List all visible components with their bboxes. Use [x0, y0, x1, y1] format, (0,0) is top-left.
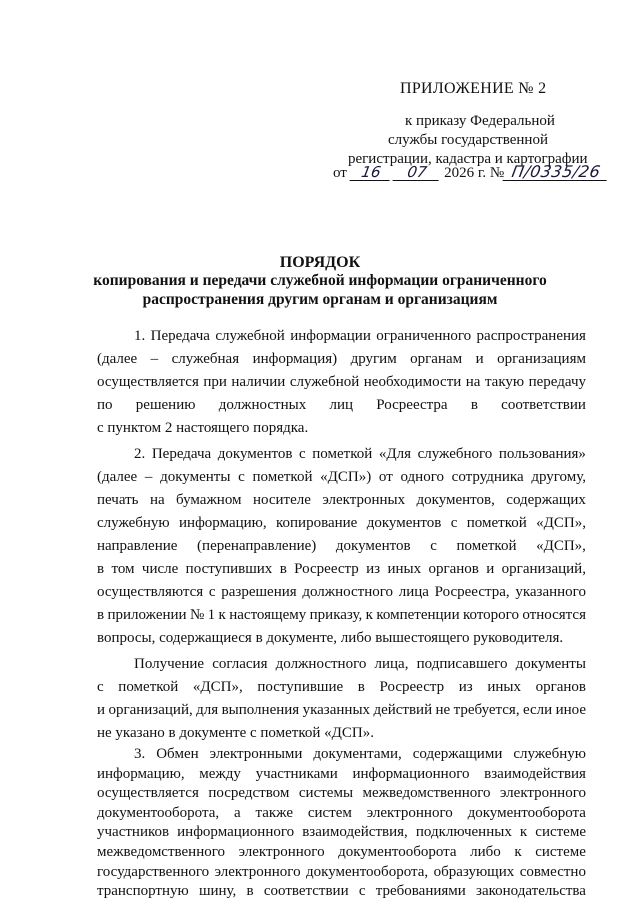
word: Получение: [134, 656, 205, 672]
word: одного: [400, 469, 444, 485]
paragraph-line: с пунктом 2 настоящего порядка.: [97, 420, 309, 436]
paragraph-line: [97, 783, 586, 803]
document-title: ПОРЯДОК: [279, 254, 361, 271]
word: документооборота,: [306, 864, 429, 880]
word: требуется,: [453, 702, 520, 718]
word: лиц: [329, 397, 354, 413]
paragraph-line: [97, 467, 586, 487]
word: –: [150, 351, 159, 367]
handwritten-day: 16: [349, 164, 392, 181]
word: к: [365, 607, 373, 623]
word: указанных: [302, 702, 371, 718]
word: а: [233, 805, 241, 821]
paragraph-line: [97, 559, 586, 579]
word: организаций,: [108, 702, 193, 718]
word: Передача: [150, 328, 210, 344]
word: (далее: [97, 469, 138, 485]
word: участниками: [255, 766, 338, 782]
word: органам: [410, 351, 463, 367]
word: также: [255, 805, 293, 821]
word: пользования»: [498, 446, 586, 462]
paragraph-line: [97, 536, 586, 556]
word: по: [97, 397, 113, 413]
word: документами,: [313, 746, 402, 762]
word: Росреестр: [379, 679, 445, 695]
word: соответствии: [501, 397, 586, 413]
word: с: [238, 469, 245, 485]
paragraph-line: [97, 822, 586, 842]
word: документов,: [416, 492, 495, 508]
word: решению: [135, 397, 196, 413]
word: передачу: [528, 374, 586, 390]
word: участников: [97, 824, 170, 840]
paragraph-line: [97, 862, 586, 882]
word: соответствии: [263, 883, 349, 899]
word: государственного: [97, 864, 210, 880]
word: из: [458, 679, 473, 695]
paragraph-line: [97, 842, 586, 862]
paragraph-line: [97, 803, 586, 823]
word: разрешения: [221, 584, 297, 600]
word: между: [199, 766, 241, 782]
word: к: [519, 824, 528, 840]
word: осуществляются: [97, 584, 204, 600]
word: должностного: [302, 584, 394, 600]
word: информация): [252, 351, 338, 367]
word: с: [299, 446, 306, 462]
word: не: [435, 702, 451, 718]
word: системе: [535, 824, 586, 840]
word: пометкой: [466, 515, 527, 531]
word: при: [203, 374, 227, 390]
word: печать: [97, 492, 139, 508]
word: к: [218, 607, 226, 623]
word: системе: [535, 844, 586, 860]
word: служебной: [215, 328, 285, 344]
order-ref-line-2: службы государственной: [388, 132, 548, 148]
word: служебной: [289, 374, 360, 390]
word: документооборота: [467, 805, 586, 821]
word: к: [514, 844, 522, 860]
word: иных: [387, 561, 422, 577]
word: информацию,: [179, 515, 267, 531]
word: электронными: [209, 746, 303, 762]
word: информации: [290, 328, 371, 344]
word: органов: [535, 679, 586, 695]
word: и: [475, 351, 484, 367]
word: служебная: [171, 351, 240, 367]
word: «Для: [378, 446, 411, 462]
word: на: [149, 492, 165, 508]
word: Росреестра: [376, 397, 448, 413]
word: систем: [307, 805, 352, 821]
word: с: [430, 538, 437, 554]
word: содержащих: [506, 492, 586, 508]
word: электронного: [366, 805, 453, 821]
appendix-heading: ПРИЛОЖЕНИЕ № 2: [400, 80, 547, 97]
word: распространения: [476, 328, 586, 344]
document-subtitle-line-2: распространения другим органам и организациям: [142, 291, 498, 308]
word: если: [522, 702, 553, 718]
paragraph-line: [97, 881, 586, 901]
word: электронного: [214, 864, 301, 880]
order-date-line: [333, 162, 608, 184]
word: осуществляется: [97, 785, 199, 801]
word: осуществляется: [97, 374, 199, 390]
word: бумажном: [176, 492, 242, 508]
word: копирование: [276, 515, 358, 531]
paragraph-line: [134, 326, 586, 346]
order-ref-line-3: регистрации, кадастра и картографии: [348, 151, 588, 167]
word: том: [111, 561, 135, 577]
word: межведомственного: [362, 785, 491, 801]
word: иное: [555, 702, 586, 718]
word: (далее: [97, 351, 138, 367]
word: шину,: [198, 883, 237, 899]
word: числе: [141, 561, 179, 577]
paragraph-line: [134, 744, 586, 764]
word: организаций,: [501, 561, 586, 577]
word: документов: [217, 446, 293, 462]
word: законодательства: [476, 883, 586, 899]
word: транспортную: [97, 883, 189, 899]
word: пометкой: [252, 469, 313, 485]
word: с: [358, 883, 366, 899]
paragraph-line: [134, 444, 586, 464]
word: информационного: [352, 766, 470, 782]
word: в: [97, 561, 105, 577]
word: системы: [298, 785, 354, 801]
paragraph-line: [97, 764, 586, 784]
paragraph-line: [97, 605, 586, 625]
handwritten-month: 07: [393, 164, 442, 181]
word: (перенаправление): [197, 538, 317, 554]
word: должностных: [218, 397, 307, 413]
word: в: [357, 679, 365, 695]
word: документов: [366, 515, 442, 531]
word: с: [450, 515, 458, 531]
word: выполнения: [221, 702, 300, 718]
word: информационного: [177, 824, 295, 840]
word: от: [378, 469, 393, 485]
word: подписавшего: [416, 656, 508, 672]
word: 1: [207, 607, 216, 623]
word: поступившие: [257, 679, 344, 695]
word: содержащими: [412, 746, 503, 762]
word: «ДСП»): [320, 469, 372, 485]
word: приказу,: [309, 607, 363, 623]
word: –: [144, 469, 153, 485]
word: электронного: [238, 844, 325, 860]
paragraph-line: не указано в документе с пометкой «ДСП».: [97, 725, 374, 741]
word: другим: [350, 351, 397, 367]
word: иных: [487, 679, 521, 695]
word: №: [189, 607, 205, 623]
word: служебную: [97, 515, 170, 531]
word: в: [97, 607, 105, 623]
word: посредством: [208, 785, 290, 801]
word: на: [465, 374, 481, 390]
paragraph-line: [97, 349, 586, 369]
word: которого: [463, 607, 519, 623]
word: 3.: [134, 746, 146, 762]
word: пометкой: [118, 679, 179, 695]
word: документов: [335, 538, 411, 554]
word: документооборота,: [97, 805, 220, 821]
word: 2.: [134, 446, 146, 462]
paragraph-line: [97, 490, 586, 510]
word: документы: [160, 469, 231, 485]
word: документы: [515, 656, 586, 672]
word: из: [366, 561, 381, 577]
word: наличии: [231, 374, 286, 390]
word: сотрудника: [451, 469, 524, 485]
word: с: [208, 584, 216, 600]
word: и: [97, 702, 106, 718]
word: лица,: [374, 656, 409, 672]
word: либо: [470, 844, 501, 860]
word: документооборота: [338, 844, 457, 860]
word: «ДСП»,: [192, 679, 243, 695]
word: ограниченного: [376, 328, 472, 344]
word: межведомственного: [97, 844, 226, 860]
word: совместно: [519, 864, 586, 880]
word: Обмен: [156, 746, 199, 762]
word: пометкой: [312, 446, 373, 462]
document-subtitle-line-1: копирования и передачи служебной информации ограниченного: [93, 272, 547, 289]
handwritten-order-number: П/0335/26: [503, 164, 610, 181]
word: согласия: [212, 656, 268, 672]
word: направление: [97, 538, 178, 554]
word: взаимодействия,: [302, 824, 408, 840]
word: в: [246, 883, 254, 899]
paragraph-line: [97, 582, 586, 602]
word: такую: [484, 374, 525, 390]
date-year: 2026 г. №: [444, 165, 505, 181]
word: 1.: [134, 328, 146, 344]
word: с: [97, 679, 104, 695]
word: Росреестр: [294, 561, 359, 577]
word: служебного: [417, 446, 493, 462]
word: относятся: [522, 607, 586, 623]
word: образующих: [433, 864, 515, 880]
paragraph-line: [97, 372, 586, 392]
word: для: [196, 702, 219, 718]
word: служебную: [513, 746, 586, 762]
word: требованиями: [375, 883, 466, 899]
paragraph-line: [97, 700, 586, 720]
word: подключенных: [415, 824, 512, 840]
date-prefix: от: [333, 165, 347, 181]
word: компетенции: [376, 607, 460, 623]
word: приложении: [107, 607, 187, 623]
word: действий: [373, 702, 433, 718]
word: организациям: [497, 351, 586, 367]
paragraph-line: [97, 677, 586, 697]
paragraph-line: [97, 513, 586, 533]
word: Передача: [151, 446, 212, 462]
word: взаимодействия: [484, 766, 586, 782]
word: «ДСП»,: [536, 515, 586, 531]
word: информацию,: [97, 766, 185, 782]
word: указанного: [515, 584, 586, 600]
word: пометкой: [456, 538, 517, 554]
word: в: [470, 397, 478, 413]
word: необходимости: [363, 374, 462, 390]
paragraph-line: вопросы, содержащиеся в документе, либо вышестоящего руководителя.: [97, 630, 564, 646]
paragraph-line: [97, 395, 586, 415]
word: Росреестра,: [434, 584, 510, 600]
word: электронного: [500, 785, 586, 801]
word: настоящему: [229, 607, 307, 623]
word: носителе: [252, 492, 311, 508]
order-ref-line-1: к приказу Федеральной: [405, 113, 555, 129]
word: лица: [398, 584, 429, 600]
word: органов: [428, 561, 479, 577]
word: должностного: [275, 656, 367, 672]
word: и: [486, 561, 495, 577]
word: «ДСП»,: [536, 538, 586, 554]
word: поступивших: [185, 561, 273, 577]
word: в: [279, 561, 287, 577]
word: другому,: [531, 469, 586, 485]
word: электронных: [322, 492, 406, 508]
paragraph-line: [134, 654, 586, 674]
